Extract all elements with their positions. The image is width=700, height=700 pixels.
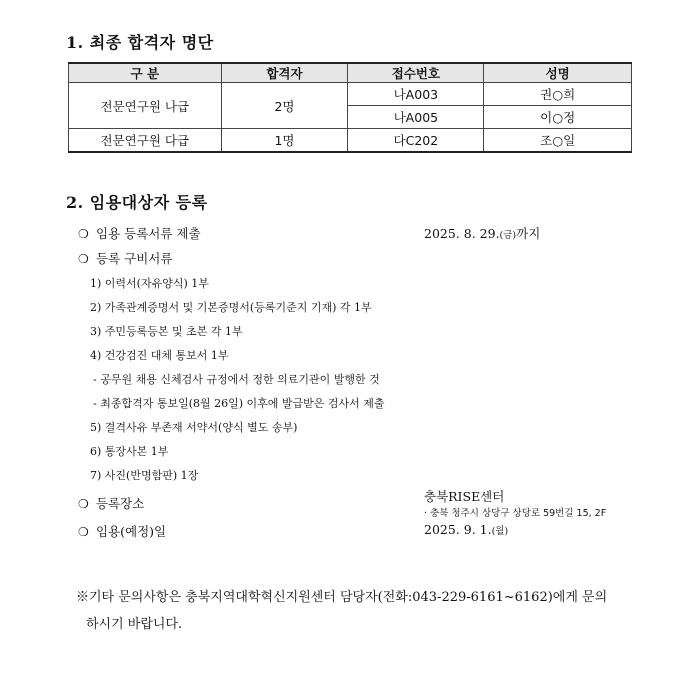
bullet-icon: ❍ xyxy=(78,497,89,511)
doc-item: 1) 이력서(자유양식) 1부 xyxy=(90,277,209,290)
doc-note: - 공무원 채용 신체검사 규정에서 정한 의료기관이 발행한 것 xyxy=(93,373,380,386)
place-value: 충북RISE센터 xyxy=(424,489,505,504)
deadline-item xyxy=(78,224,201,242)
receipt-cell: 다C202 xyxy=(348,129,484,153)
place-address: · 충북 청주시 상당구 상당로 59번길 15, 2F xyxy=(424,508,607,519)
category-cell: 전문연구원 나급 xyxy=(69,83,222,129)
doc-item: 7) 사진(반명함판) 1장 xyxy=(90,469,199,482)
doc-item: 5) 결격사유 부존재 서약서(양식 별도 송부) xyxy=(90,421,298,434)
table-header-row xyxy=(69,63,632,83)
place-item xyxy=(78,494,144,512)
appointment-date-text: 2025. 9. 1. xyxy=(424,522,492,537)
count-cell: 1명 xyxy=(221,129,348,153)
doc-item: 6) 통장사본 1부 xyxy=(90,445,169,458)
contact-note-line2: 하시기 바랍니다. xyxy=(86,617,183,632)
appointment-item xyxy=(78,522,166,540)
deadline-day: (금) xyxy=(499,230,517,241)
final-passers-table xyxy=(68,62,632,153)
bullet-icon: ❍ xyxy=(78,525,89,539)
bullet-icon: ❍ xyxy=(78,252,89,266)
deadline-date xyxy=(424,224,540,242)
table-row xyxy=(69,83,632,106)
doc-note: - 최종합격자 통보일(8월 26일) 이후에 발급받은 검사서 제출 xyxy=(93,397,385,410)
deadline-date-text: 2025. 8. 29. xyxy=(424,226,500,241)
contact-note-line1: ※기타 문의사항은 충북지역대학혁신지원센터 담당자(전화:043-229-6161~6162)에게 문의 xyxy=(76,590,608,605)
deadline-suffix: 까지 xyxy=(516,226,541,241)
section1-title: 1. 최종 합격자 명단 xyxy=(66,33,214,52)
docs-item xyxy=(78,249,172,267)
header-name: 성명 xyxy=(484,63,632,83)
doc-item: 2) 가족관계증명서 및 기본증명서(등록기준지 기재) 각 1부 xyxy=(90,301,372,314)
header-receipt: 접수번호 xyxy=(348,63,484,83)
name-cell: 조○일 xyxy=(484,129,632,153)
docs-label: 등록 구비서류 xyxy=(96,251,173,266)
receipt-cell: 나A005 xyxy=(348,106,484,129)
header-category: 구 분 xyxy=(69,63,222,83)
receipt-cell: 나A003 xyxy=(348,83,484,106)
appointment-day: (월) xyxy=(491,526,509,537)
section2-title: 2. 임용대상자 등록 xyxy=(66,193,208,212)
doc-item: 4) 건강검진 대체 통보서 1부 xyxy=(90,349,229,362)
name-cell: 권○희 xyxy=(484,83,632,106)
count-cell: 2명 xyxy=(221,83,348,129)
deadline-label: 임용 등록서류 제출 xyxy=(96,226,201,241)
category-cell: 전문연구원 다급 xyxy=(69,129,222,153)
header-count: 합격자 xyxy=(221,63,348,83)
doc-item: 3) 주민등록등본 및 초본 각 1부 xyxy=(90,325,243,338)
table-row xyxy=(69,129,632,153)
appointment-label: 임용(예정)일 xyxy=(96,524,167,539)
place-label: 등록장소 xyxy=(96,496,145,511)
bullet-icon: ❍ xyxy=(78,227,89,241)
name-cell: 이○정 xyxy=(484,106,632,129)
appointment-date xyxy=(424,522,508,537)
